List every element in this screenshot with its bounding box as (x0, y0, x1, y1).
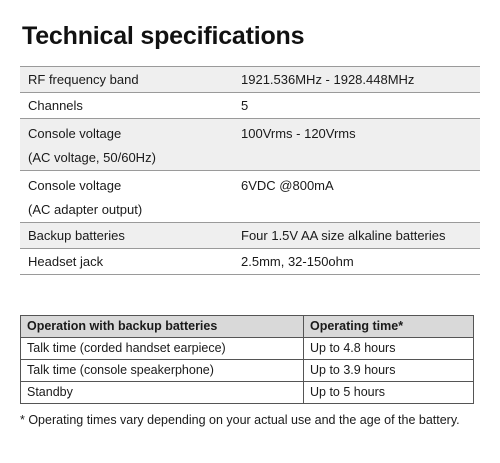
spec-value: Four 1.5V AA size alkaline batteries (241, 228, 446, 243)
spec-value: 1921.536MHz - 1928.448MHz (241, 72, 415, 87)
spec-label-line: Headset jack (28, 254, 104, 269)
table-row (21, 338, 474, 360)
spec-value: 6VDC @800mA (241, 178, 334, 193)
spec-label-line: (AC adapter output) (28, 202, 143, 217)
operating-time-column-header: Operating time* (304, 316, 474, 338)
operation-table (20, 315, 474, 404)
table-row (21, 360, 474, 382)
spec-value: 2.5mm, 32-150ohm (241, 254, 354, 269)
operating-time-cell: Up to 5 hours (304, 382, 474, 404)
spec-label (20, 119, 241, 170)
spec-label-line: Channels (28, 98, 83, 113)
spec-label (20, 249, 241, 274)
spec-label-line: (AC voltage, 50/60Hz) (28, 150, 156, 165)
spec-row-headset-jack (20, 249, 480, 275)
operating-time-cell: Up to 4.8 hours (304, 338, 474, 360)
spec-row-backup-batteries (20, 223, 480, 249)
operation-cell: Talk time (corded handset earpiece) (21, 338, 304, 360)
operation-cell: Talk time (console speakerphone) (21, 360, 304, 382)
spec-label (20, 171, 241, 222)
spec-label-line: Backup batteries (28, 228, 125, 243)
operation-column-header: Operation with backup batteries (21, 316, 304, 338)
operating-time-cell: Up to 3.9 hours (304, 360, 474, 382)
spec-table (20, 66, 480, 275)
operation-cell: Standby (21, 382, 304, 404)
spec-row-channels (20, 93, 480, 119)
footnote: * Operating times vary depending on your actual use and the age of the battery. (20, 413, 460, 427)
spec-row-console-voltage-ac (20, 119, 480, 171)
spec-label-line: Console voltage (28, 126, 122, 141)
spec-value: 5 (241, 98, 249, 113)
spec-label-line: RF frequency band (28, 72, 139, 87)
spec-value: 100Vrms - 120Vrms (241, 126, 356, 141)
operation-table-header-row (21, 316, 474, 338)
spec-label-line: Console voltage (28, 178, 122, 193)
page-title: Technical specifications (22, 22, 305, 50)
table-row (21, 382, 474, 404)
spec-row-rf-frequency (20, 67, 480, 93)
spec-label (20, 67, 241, 92)
spec-label (20, 223, 241, 248)
spec-row-console-voltage-adapter (20, 171, 480, 223)
spec-label (20, 93, 241, 118)
